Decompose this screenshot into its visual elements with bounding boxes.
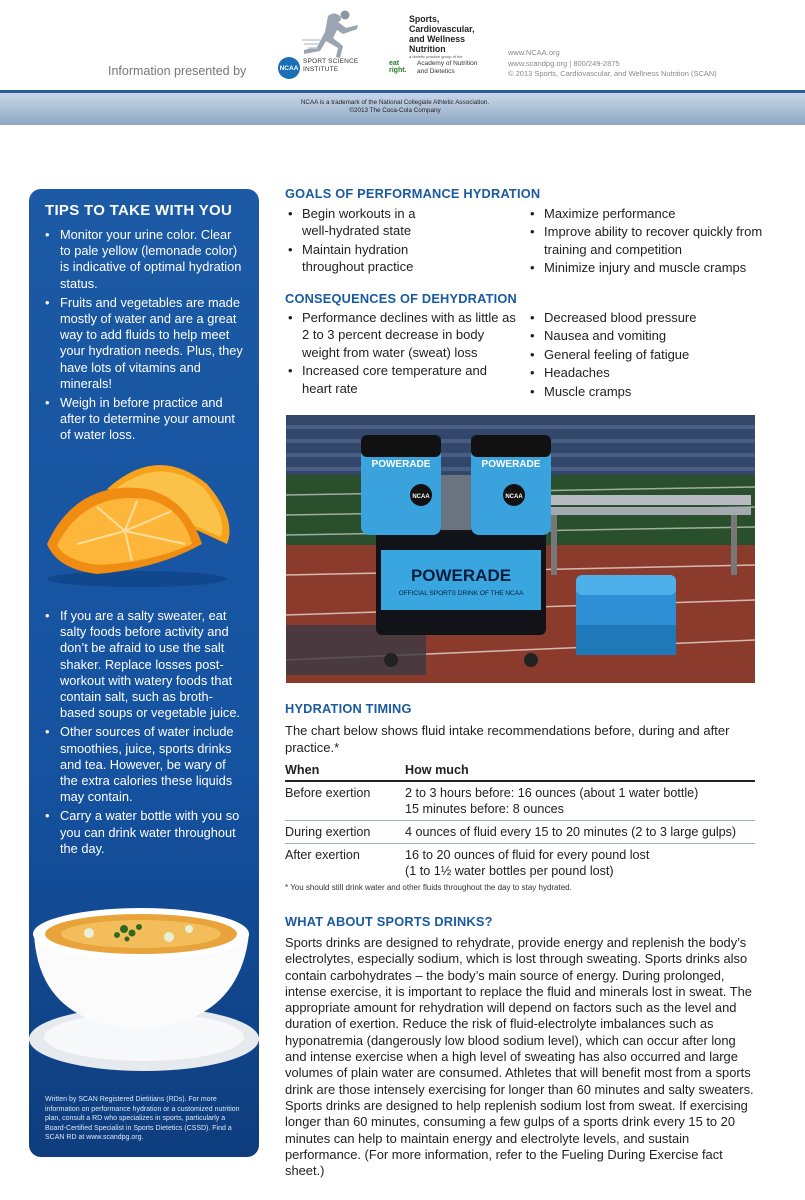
contact-ncaa: www.NCAA.org (508, 48, 560, 57)
presented-by-label: Information presented by (108, 64, 247, 78)
orange-slices-image (37, 449, 252, 589)
table-row (285, 781, 755, 821)
tips-list-top (43, 227, 243, 447)
table-row (285, 821, 755, 844)
timing-footnote: * You should still drink water and other fluids throughout the day to stay hydrated. (285, 883, 572, 892)
col-when: When (285, 760, 405, 781)
ncaa-badge-left: NCAA (412, 494, 430, 500)
how-cell (405, 821, 755, 844)
how-line: 2 to 3 hours before: 16 ounces (about 1 water bottle) (405, 786, 699, 800)
timing-table (285, 760, 755, 882)
consequence-item: • General feeling of fatigue (528, 346, 768, 363)
consequences-list-right (528, 309, 768, 401)
trademark-line-1: NCAA is a trademark of the National Collegiate Athletic Association. (300, 99, 490, 106)
consequences-title: CONSEQUENCES OF DEHYDRATION (285, 291, 517, 306)
consequence-item: • Decreased blood pressure (528, 309, 768, 326)
when-cell: During exertion (285, 821, 405, 844)
tip-item: • Fruits and vegetables are made mostly of water and are a great way to add fluids to help meet your hydration needs. Plus, they have lots of vitamins and minerals! (43, 295, 243, 392)
trademark-line-2: ©2013 The Coca-Cola Company (349, 107, 441, 114)
goal-item: • Improve ability to recover quickly from training and competition (528, 223, 768, 258)
copyright: © 2013 Sports, Cardiovascular, and Wellness Nutrition (SCAN) (508, 69, 717, 78)
how-line: 15 minutes before: 8 ounces (405, 802, 564, 816)
contact-scan: www.scandpg.org | 800/249-2875 (508, 58, 620, 68)
cart-brand-text: POWERADE (410, 566, 512, 585)
timing-title: HYDRATION TIMING (285, 701, 412, 716)
when-cell: Before exertion (285, 781, 405, 821)
when-cell: After exertion (285, 848, 360, 862)
table-header-row (285, 760, 755, 781)
sports-drinks-title: WHAT ABOUT SPORTS DRINKS? (285, 914, 493, 929)
ssi-line-2: INSTITUTE (303, 66, 339, 73)
powerade-cart-photo (286, 415, 755, 683)
table-row (285, 844, 755, 883)
eatright-logo: eat right. (389, 60, 407, 74)
consequence-item: • Performance declines with as little as 2 to 3 percent decrease in body weight from water (sweat) loss (286, 309, 518, 361)
goals-list-right (528, 205, 768, 278)
how-cell (405, 781, 755, 821)
how-line: (1 to 1½ water bottles per pound lost) (405, 864, 614, 878)
how-line: 4 ounces of fluid every 15 to 20 minutes (2 to 3 large gulps) (405, 825, 737, 839)
trademark-note (0, 99, 790, 115)
written-by-note: Written by SCAN Registered Dietitians (RDs). For more information on performance hydration or a customized nutrition plan, consult a RD who specializes in sports, particularly a Board-Certified Specialist in Sports Dietetics (CSSD). Find a SCAN RD at www.scandpg.org. (45, 1096, 240, 1142)
academy-name: Academy of Nutrition and Dietetics (417, 60, 478, 75)
cooler-brand-left: POWERADE (371, 459, 431, 470)
scan-subtitle: a dietetic practice group of the (409, 54, 463, 59)
tip-item: • Monitor your urine color. Clear to pale yellow (lemonade color) is indicative of optimal hydration status. (43, 227, 243, 292)
timing-intro: The chart below shows fluid intake recommendations before, during and after practice.* (285, 723, 730, 755)
tip-item: • Weigh in before practice and after to determine your amount of water loss. (43, 395, 243, 444)
consequence-item: • Muscle cramps (528, 383, 768, 400)
tip-item: • Carry a water bottle with you so you can drink water throughout the day. (43, 808, 243, 857)
ncaa-logo: NCAA (278, 57, 300, 79)
goal-item: • Maximize performance (528, 205, 768, 222)
col-how-much: How much (405, 760, 755, 781)
goal-item: • Minimize injury and muscle cramps (528, 259, 768, 276)
goal-item: • Maintain hydration throughout practice (286, 241, 506, 276)
sports-drinks-body: Sports drinks are designed to rehydrate, provide energy and replenish the body’s electrolytes, especially sodium, which is lost through sweating. Sports drinks also contain carbohydrates – the body’s main source of energy. During prolonged, intense exercise, it is important to replace the fluid and minerals lost in sweat. The appropriate amount for rehydration will depend on factors such as the level and duration of exertion. Reduce the risk of fluid-electrolyte imbalances such as hyponatremia (dangerously low blood sodium level), which can occur after long and intense exercise when a high level of sweating has also occurred and large volumes of plain water are consumed. Athletes that will benefit most from a sports drink are those intensely exercising for longer than 60 minutes and salty sweaters. Sports drinks are designed to help replenish sodium lost from sweat. If exercising longer than 60 minutes, consuming a few gulps of a sports drink every 15 to 20 minutes can help to maintain energy and electrolyte levels, and sustain performance. (For more information, refer to the Fueling During Exercise fact sheet.) (285, 935, 754, 1179)
runner-icon (298, 10, 368, 58)
consequence-item: • Increased core temperature and heart rate (286, 362, 518, 397)
tips-list-bottom (43, 608, 243, 860)
consequence-item: • Nausea and vomiting (528, 327, 768, 344)
ssi-text (303, 58, 358, 74)
ncaa-badge-right: NCAA (505, 494, 523, 500)
contact-info (508, 48, 717, 80)
goals-list-left (286, 205, 506, 277)
tip-item: • Other sources of water include smoothies, juice, sports drinks and tea. However, be wary of the extra calories these liquids may contain. (43, 724, 243, 805)
how-cell (405, 844, 755, 883)
tips-sidebar (29, 189, 259, 1157)
soup-bowl-image (29, 889, 259, 1079)
ssi-line-1: SPORT SCIENCE (303, 58, 359, 65)
consequences-list-left (286, 309, 518, 398)
how-line: 16 to 20 ounces of fluid for every pound lost (405, 848, 650, 862)
tip-item: • If you are a salty sweater, eat salty foods before activity and don’t be afraid to use the salt shaker. Replace losses post-workout with watery foods that contain salt, such as broth-based soups or vegetable juice. (43, 608, 243, 721)
page-header (0, 0, 805, 125)
consequence-item: • Headaches (528, 364, 768, 381)
sidebar-title: TIPS TO TAKE WITH YOU (45, 202, 233, 219)
goal-item: • Begin workouts in a well-hydrated state (286, 205, 506, 240)
goals-title: GOALS OF PERFORMANCE HYDRATION (285, 186, 541, 201)
cart-sub-text: OFFICIAL SPORTS DRINK OF THE NCAA (398, 590, 524, 597)
scan-title: Sports, Cardiovascular, and Wellness Nutrition (409, 14, 475, 54)
cooler-brand-right: POWERADE (481, 459, 541, 470)
